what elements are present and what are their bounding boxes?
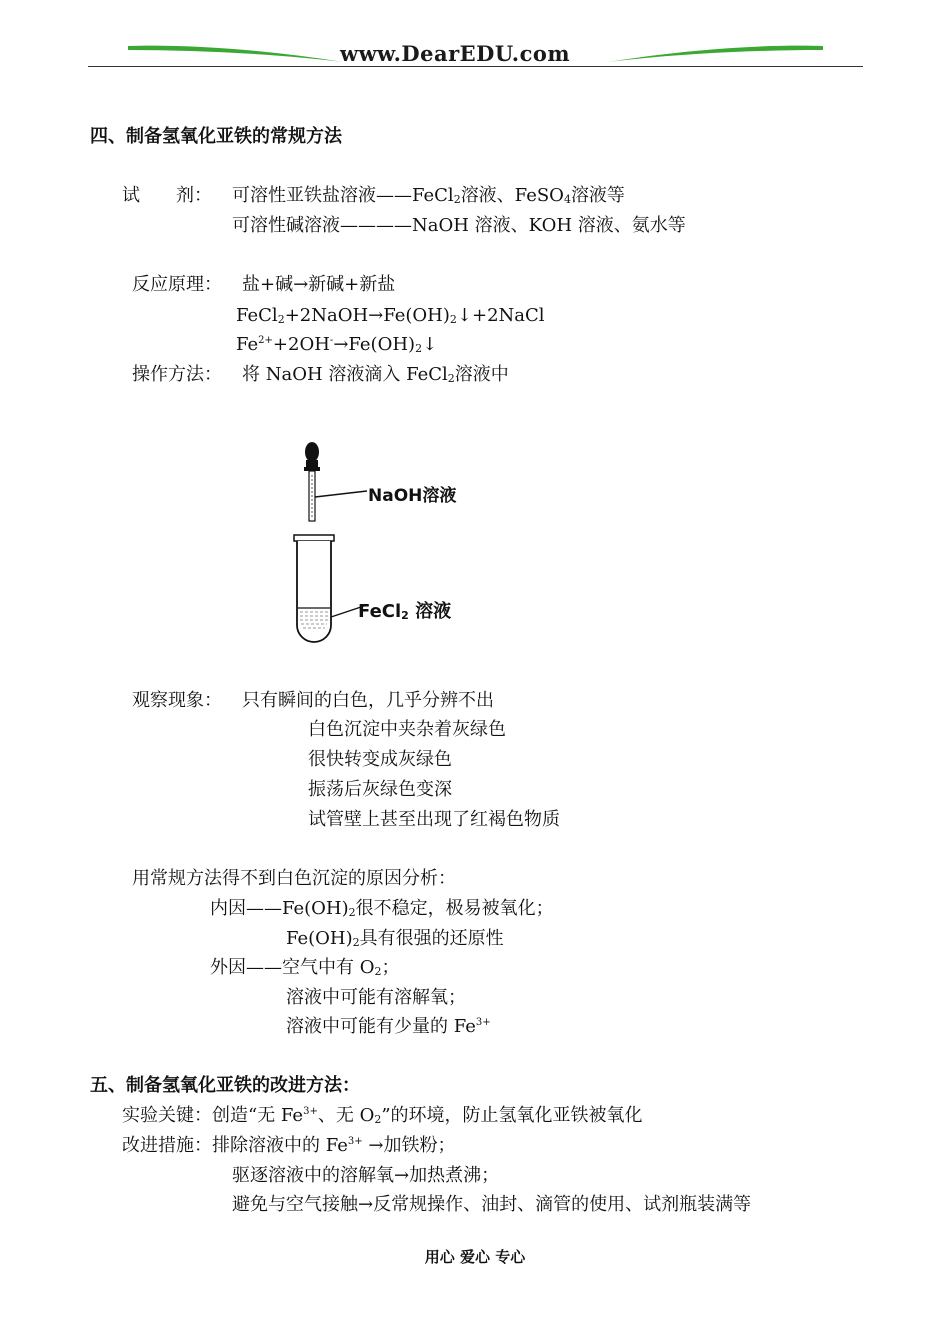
- method-label: 操作方法：: [132, 364, 222, 385]
- tube-label: FeCl$_2$ 溶液: [358, 601, 452, 622]
- observation-item: 只有瞬间的白色，几乎分辨不出: [242, 690, 494, 711]
- header-rule: [88, 66, 863, 67]
- reagent-line-1: 可溶性亚铁盐溶液——FeCl$_2$溶液、FeSO$_4$溶液等: [232, 185, 625, 206]
- measure-line-2: 驱逐溶液中的溶解氧→加热煮沸；: [232, 1165, 500, 1186]
- method-text: 将 NaOH 溶液滴入 FeCl$_2$溶液中: [242, 364, 509, 385]
- page-footer: 用心 爱心 专心: [424, 1248, 526, 1266]
- reagent-label: 试 剂：: [122, 185, 212, 206]
- green-swoosh-left: [128, 40, 343, 66]
- reagent-line-2: 可溶性碱溶液————NaOH 溶液、KOH 溶液、氨水等: [232, 215, 686, 236]
- observe-label: 观察现象：: [132, 690, 222, 711]
- green-swoosh-right: [608, 40, 823, 66]
- observation-item: 很快转变成灰绿色: [308, 749, 452, 770]
- section5-title: 五、制备氢氧化亚铁的改进方法：: [90, 1075, 360, 1096]
- dropper-label: NaOH溶液: [368, 486, 457, 506]
- outer-cause-3: 溶液中可能有少量的 $Fe^{3+}$: [286, 1016, 491, 1037]
- observation-item: 试管壁上甚至出现了红褐色物质: [308, 809, 560, 830]
- outer-cause: 外因——空气中有 $O_2$；: [210, 957, 400, 978]
- principle-label: 反应原理：: [132, 274, 222, 295]
- inner-cause-2: $Fe(OH)_2$具有很强的还原性: [286, 928, 504, 949]
- section4-title: 四、制备氢氧化亚铁的常规方法: [90, 126, 342, 147]
- analysis-title: 用常规方法得不到白色沉淀的原因分析：: [132, 868, 456, 889]
- equation-molecular: $FeCl_2+2NaOH\to Fe(OH)_2↓+2NaCl$: [236, 305, 545, 326]
- equation-ionic: $Fe^{2+}+2OH^-\to Fe(OH)_2↓$: [236, 334, 438, 355]
- site-logo: www.DearEDU.com: [340, 41, 571, 66]
- measure-line-3: 避免与空气接触→反常规操作、油封、滴管的使用、试剂瓶装满等: [232, 1194, 752, 1215]
- observation-item: 白色沉淀中夹杂着灰绿色: [308, 719, 506, 740]
- inner-cause: 内因$——Fe(OH)_2$很不稳定，极易被氧化；: [210, 898, 554, 919]
- observation-item: 振荡后灰绿色变深: [308, 779, 452, 800]
- key-point: 实验关键：创造“无 $Fe^{3+}$、无 $O_2$”的环境，防止氢氧化亚铁被氧化: [122, 1105, 643, 1126]
- measure-line-1: 改进措施：排除溶液中的 $Fe^{3+}$ →加铁粉；: [122, 1135, 456, 1156]
- outer-cause-2: 溶液中可能有溶解氧；: [286, 987, 466, 1008]
- principle-text: 盐+碱→新碱+新盐: [242, 274, 396, 295]
